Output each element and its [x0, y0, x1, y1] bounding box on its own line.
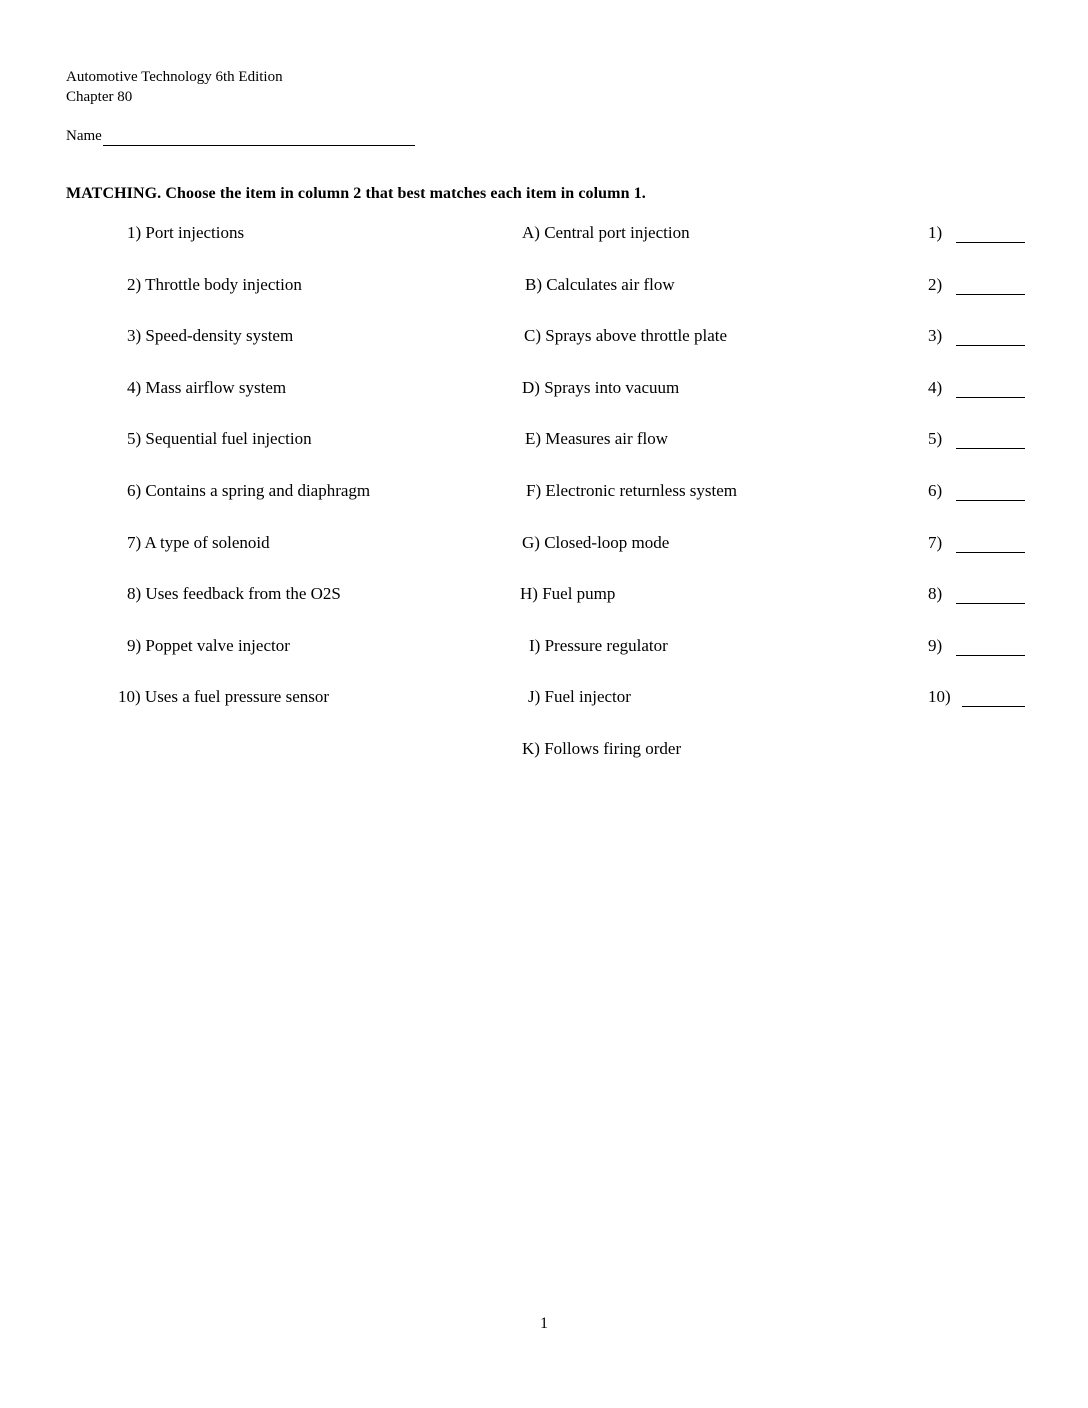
answer-number: 3) — [928, 326, 943, 346]
column1-item: 2) Throttle body injection — [127, 274, 302, 294]
answer-blank[interactable] — [956, 655, 1025, 656]
answer-number: 2) — [928, 274, 943, 294]
column2-item: A) Central port injection — [522, 223, 690, 242]
answer-blank[interactable] — [956, 242, 1025, 243]
column2-item: D) Sprays into vacuum — [522, 377, 680, 397]
answer-number: 5) — [928, 429, 943, 449]
answer-number: 8) — [928, 584, 943, 604]
column1-item: 4) Mass airflow system — [127, 377, 287, 397]
column1-item: 6) Contains a spring and diaphragm — [127, 481, 371, 500]
column1-item: 5) Sequential fuel injection — [127, 429, 312, 449]
column1-item: 7) A type of solenoid — [127, 532, 270, 552]
answer-blank[interactable] — [956, 603, 1025, 604]
answer-number: 10) — [928, 687, 951, 707]
answer-number: 4) — [928, 377, 943, 397]
answer-blank[interactable] — [962, 706, 1025, 707]
column2-item: G) Closed-loop mode — [522, 532, 670, 552]
column2-item: B) Calculates air flow — [525, 274, 675, 294]
chapter-label: Chapter 80 — [66, 89, 133, 105]
document-header — [66, 67, 283, 107]
answer-number: 7) — [928, 532, 943, 552]
answer-number: 9) — [928, 635, 943, 655]
answer-blank[interactable] — [956, 294, 1025, 295]
answer-blank[interactable] — [956, 448, 1025, 449]
column2-item: E) Measures air flow — [525, 429, 669, 449]
name-field-row — [66, 126, 415, 146]
column2-item: I) Pressure regulator — [529, 635, 668, 655]
name-label: Name — [66, 128, 102, 144]
page-number: 1 — [540, 1315, 548, 1332]
answer-number: 1) — [928, 223, 943, 242]
column1-item: 8) Uses feedback from the O2S — [127, 584, 341, 604]
column1-item: 10) Uses a fuel pressure sensor — [118, 687, 330, 707]
answer-number: 6) — [928, 481, 943, 500]
name-blank-line[interactable] — [103, 128, 415, 146]
column1-item: 1) Port injections — [127, 223, 245, 242]
answer-blank[interactable] — [956, 552, 1025, 553]
column1-item: 9) Poppet valve injector — [127, 635, 290, 655]
answer-blank[interactable] — [956, 500, 1025, 501]
column2-item: F) Electronic returnless system — [526, 481, 738, 500]
answer-blank[interactable] — [956, 397, 1025, 398]
column2-item: H) Fuel pump — [520, 584, 616, 604]
column2-item: J) Fuel injector — [528, 687, 631, 707]
book-title: Automotive Technology 6th Edition — [66, 69, 283, 85]
column2-item: K) Follows firing order — [522, 739, 682, 758]
answer-blank[interactable] — [956, 345, 1025, 346]
matching-instructions: MATCHING. Choose the item in column 2 that best matches each item in column 1. — [66, 185, 646, 202]
column2-item: C) Sprays above throttle plate — [524, 326, 728, 346]
column1-item: 3) Speed-density system — [127, 326, 294, 346]
